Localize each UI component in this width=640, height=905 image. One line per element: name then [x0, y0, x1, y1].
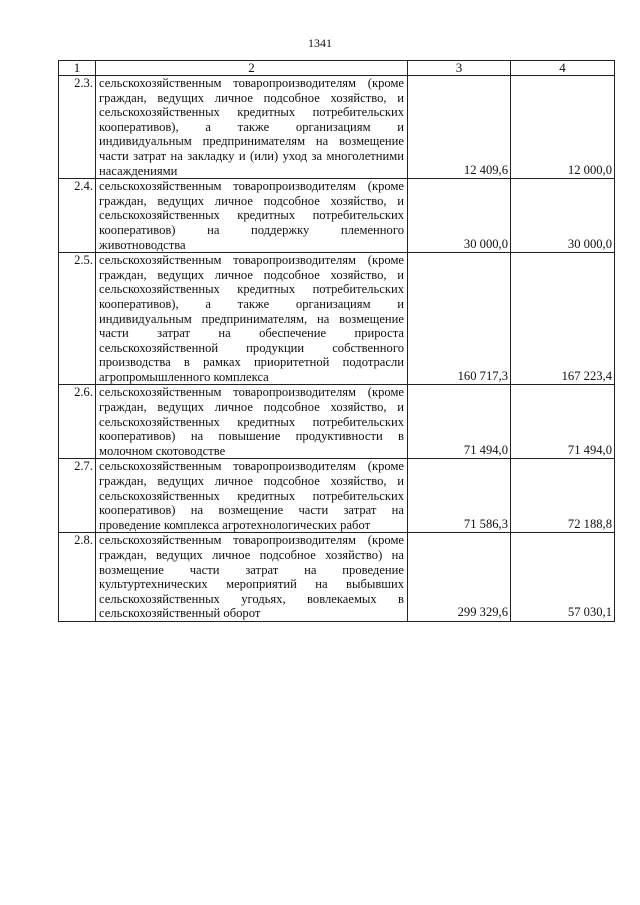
row-number: 2.3.	[59, 76, 96, 179]
row-value-col3: 299 329,6	[408, 533, 511, 622]
row-value-col4: 57 030,1	[511, 533, 615, 622]
page-number: 1341	[308, 36, 332, 50]
row-number: 2.6.	[59, 385, 96, 459]
budget-table	[58, 60, 615, 622]
row-description: сельскохозяйственным товаропроизводителям (кроме граждан, ведущих личное подсобное хозяйство, и сельскохозяйственных кредитных потребительских кооперативов), а также организациям и индивидуальным предпринимателям на возмещение части затрат на закладку и (или) уход за многолетними насаждениями	[96, 76, 408, 179]
header-col-2: 2	[96, 61, 408, 76]
row-value-col4: 71 494,0	[511, 385, 615, 459]
header-col-4: 4	[511, 61, 615, 76]
table-row	[59, 385, 615, 459]
row-value-col4: 30 000,0	[511, 179, 615, 253]
header-col-1: 1	[59, 61, 96, 76]
row-description: сельскохозяйственным товаропроизводителям (кроме граждан, ведущих личное подсобное хозяйство, и сельскохозяйственных кредитных потребительских кооперативов) на повышение продуктивности в молочном скотоводстве	[96, 385, 408, 459]
row-number: 2.8.	[59, 533, 96, 622]
row-value-col4: 12 000,0	[511, 76, 615, 179]
table-row	[59, 179, 615, 253]
table-row	[59, 76, 615, 179]
row-value-col4: 72 188,8	[511, 459, 615, 533]
row-description: сельскохозяйственным товаропроизводителям (кроме граждан, ведущих личное подсобное хозяйство, и сельскохозяйственных кредитных потребительских кооперативов), а также организациям и индивидуальным предпринимателям, на возмещение части затрат на обеспечение прироста сельскохозяйственной продукции собственного производства в рамках приоритетной подотрасли агропромышленного комплекса	[96, 253, 408, 385]
row-value-col3: 30 000,0	[408, 179, 511, 253]
row-value-col3: 71 586,3	[408, 459, 511, 533]
table-row	[59, 253, 615, 385]
row-value-col3: 160 717,3	[408, 253, 511, 385]
header-col-3: 3	[408, 61, 511, 76]
table-row	[59, 459, 615, 533]
row-number: 2.5.	[59, 253, 96, 385]
row-description: сельскохозяйственным товаропроизводителям (кроме граждан, ведущих личное подсобное хозяйство) на возмещение части затрат на проведение культуртехнических мероприятий на выбывших сельскохозяйственных угодьях, вовлекаемых в сельскохозяйственный оборот	[96, 533, 408, 622]
row-description: сельскохозяйственным товаропроизводителям (кроме граждан, ведущих личное подсобное хозяйство, и сельскохозяйственных кредитных потребительских кооперативов) на поддержку племенного животноводства	[96, 179, 408, 253]
row-value-col3: 12 409,6	[408, 76, 511, 179]
row-description: сельскохозяйственным товаропроизводителям (кроме граждан, ведущих личное подсобное хозяйство, и сельскохозяйственных кредитных потребительских кооперативов) на возмещение части затрат на проведение комплекса агротехнологических работ	[96, 459, 408, 533]
row-value-col4: 167 223,4	[511, 253, 615, 385]
table-row	[59, 533, 615, 622]
table-header-row	[59, 61, 615, 76]
row-number: 2.7.	[59, 459, 96, 533]
row-number: 2.4.	[59, 179, 96, 253]
row-value-col3: 71 494,0	[408, 385, 511, 459]
